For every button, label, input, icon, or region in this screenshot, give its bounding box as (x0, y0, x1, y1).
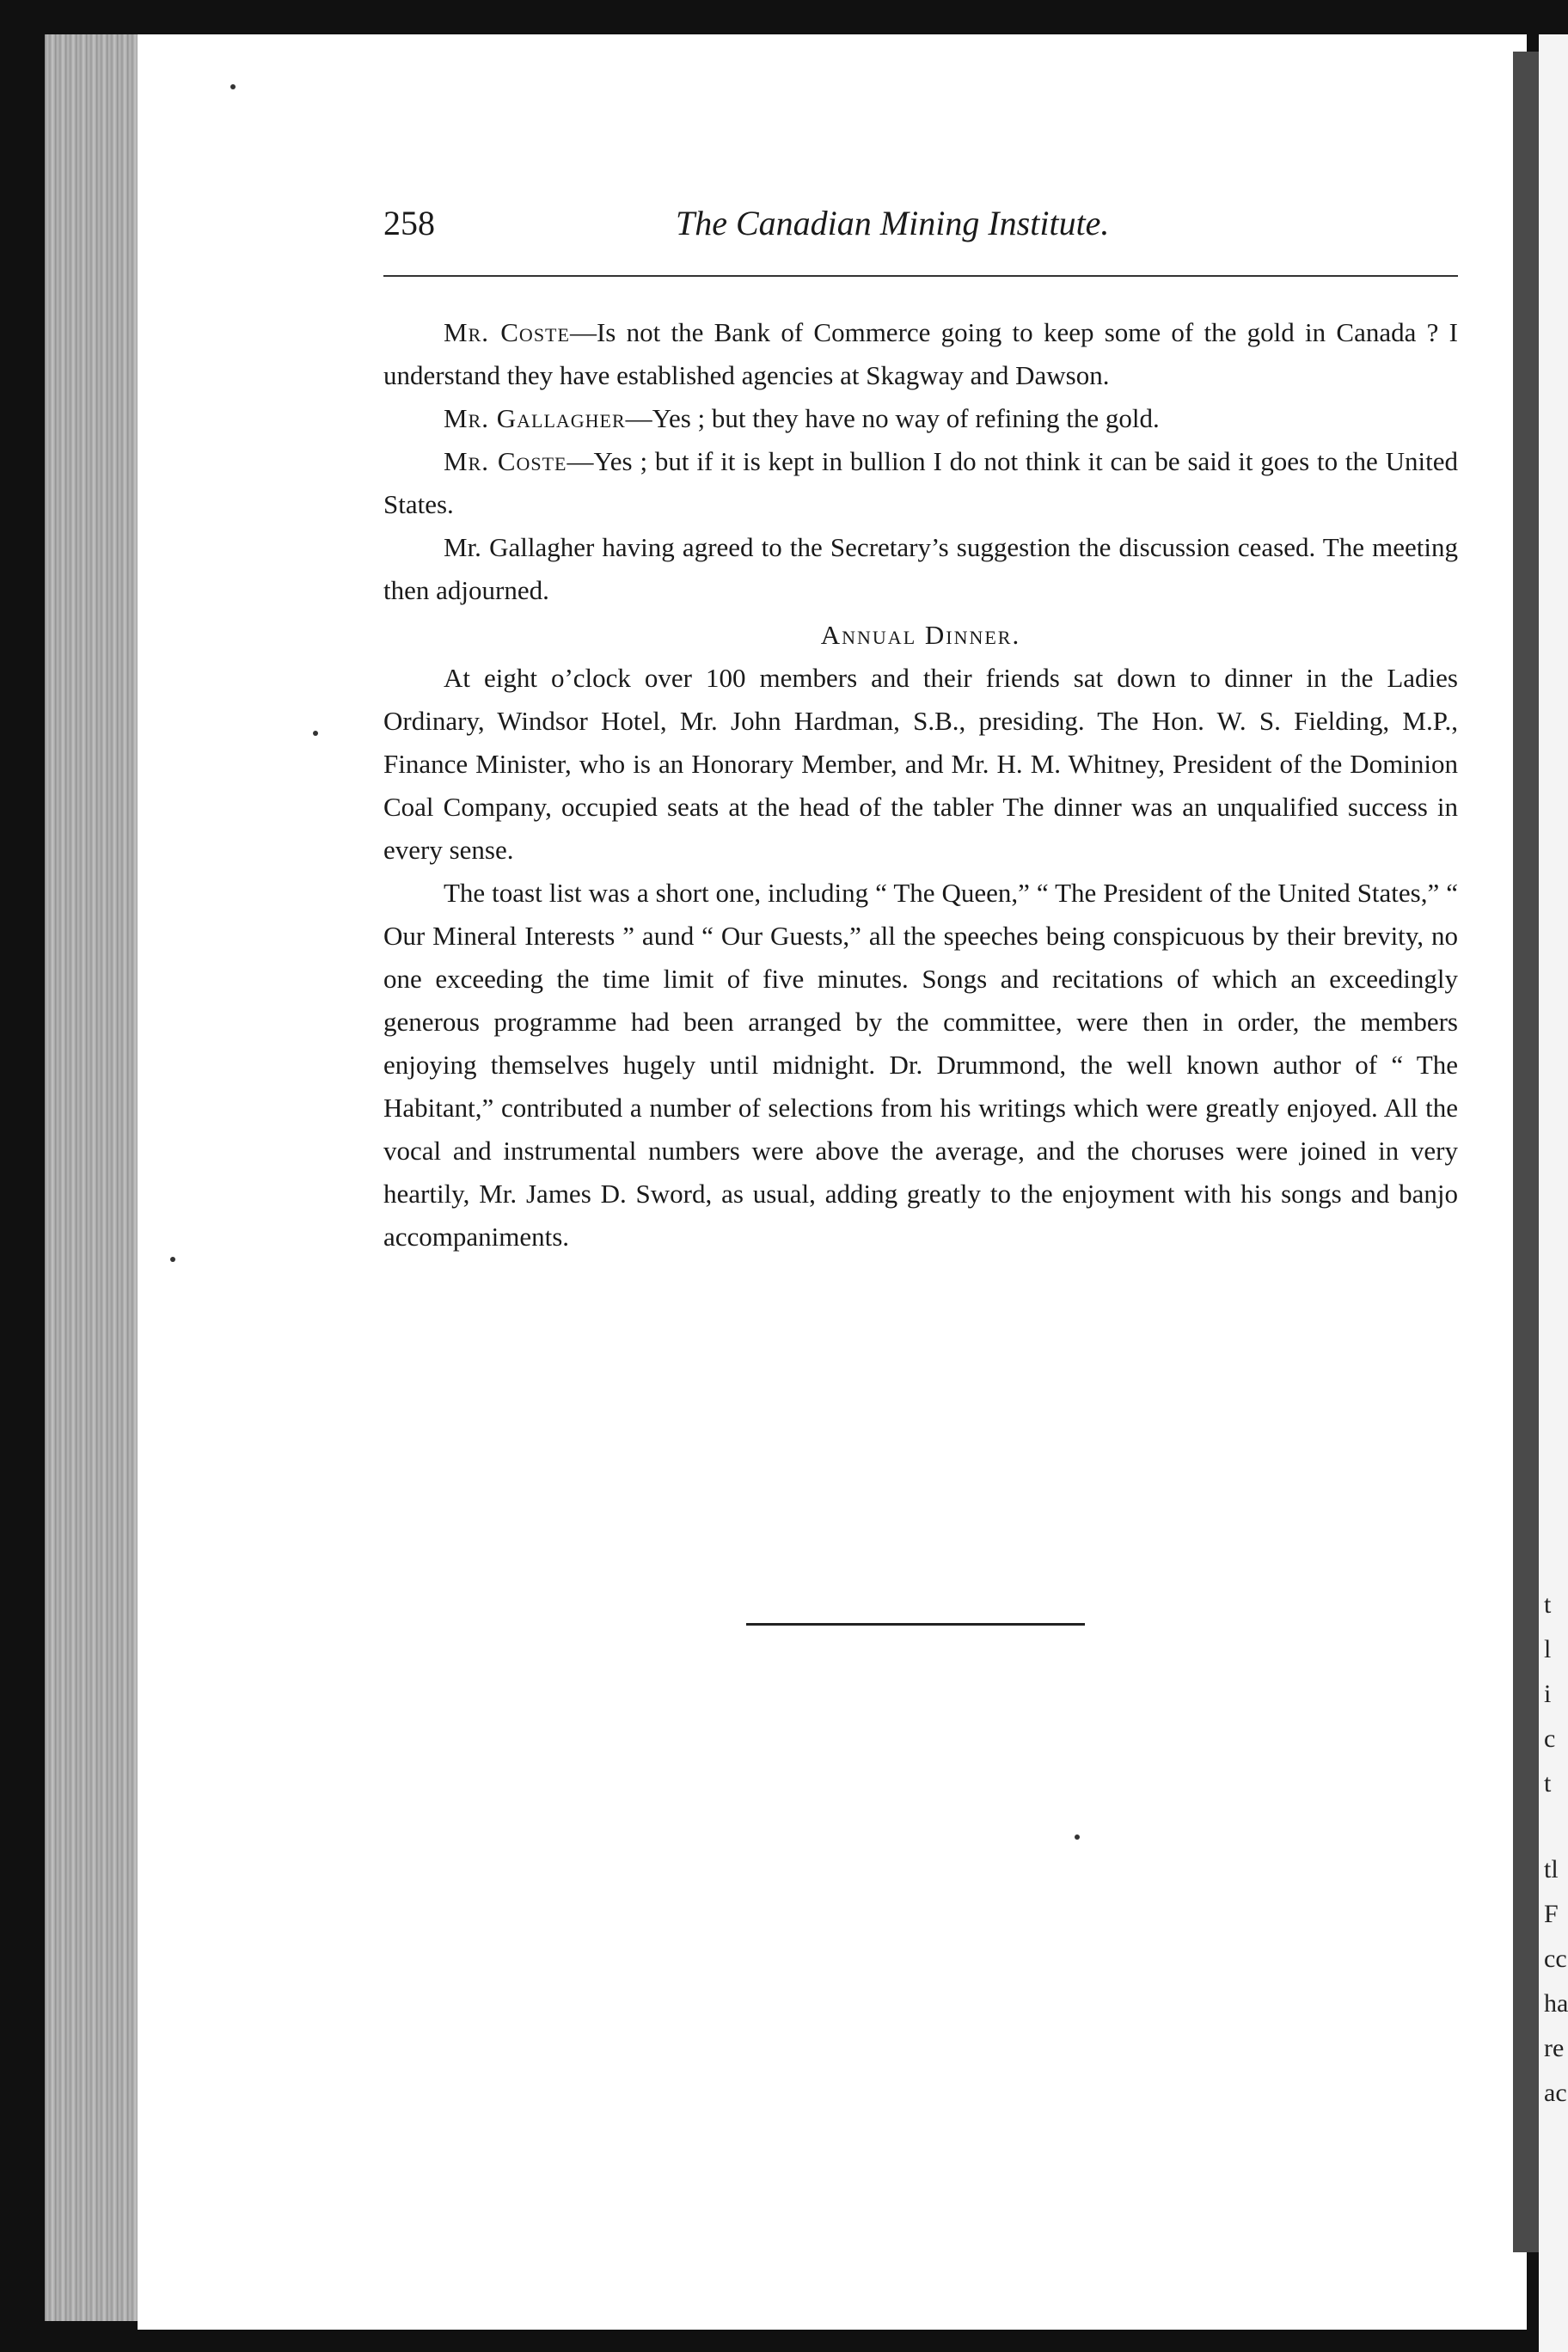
book-spine-edge (45, 34, 139, 2321)
speaker-name: Mr. Coste (444, 317, 570, 347)
dust-speck (230, 84, 236, 89)
paragraph-text: —Is not the Bank of Commerce going to keep some of the gold in Canada ? I understand they have established agencies at Skagway and Dawson. (383, 317, 1458, 390)
speaker-name: Mr. Gallagher (444, 403, 626, 433)
adjacent-page-fragment: re (1544, 2034, 1565, 2062)
adjacent-page-fragment: ac (1544, 2079, 1567, 2107)
adjacent-page-fragment: l (1544, 1635, 1552, 1663)
dust-speck (313, 731, 318, 736)
page-header (383, 203, 1458, 254)
closing-paragraph (383, 526, 1458, 612)
body-text (383, 311, 1458, 1259)
page-gutter-shadow (1513, 52, 1539, 2252)
speaker-name: Mr. Coste (444, 446, 567, 476)
adjacent-page-fragment: ha (1544, 1989, 1568, 2018)
paragraph-text: —Yes ; but they have no way of refining the gold. (625, 403, 1160, 433)
paragraph-text: Mr. Gallagher having agreed to the Secretary’s suggestion the discussion ceased. The meeting then adjourned. (383, 532, 1458, 605)
dialogue-paragraph (383, 440, 1458, 526)
adjacent-page-fragment: t (1544, 1769, 1552, 1798)
end-rule (746, 1623, 1085, 1626)
adjacent-page-fragment: F (1544, 1900, 1559, 1928)
adjacent-page-fragment: cc (1544, 1945, 1567, 1973)
dinner-paragraph: At eight o’clock over 100 members and their friends sat down to dinner in the Ladies Ordinary, Windsor Hotel, Mr. John Hardman, S.B., presiding. The Hon. W. S. Fielding, M.P., Finance Minister, who is an Honorary Member, and Mr. H. M. Whitney, President of the Dominion Coal Company, occupied seats at the head of the tabler The dinner was an unqualified success in every sense. (383, 663, 1458, 865)
adjacent-page-fragment: i (1544, 1680, 1552, 1708)
running-title: The Canadian Mining Institute. (676, 204, 1110, 242)
paragraph-text: —Yes ; but if it is kept in bullion I do not think it can be said it goes to the United States. (383, 446, 1458, 519)
page-number: 258 (383, 204, 435, 242)
adjacent-page-edge (1539, 34, 1568, 2352)
header-rule (383, 275, 1458, 277)
adjacent-page-fragment: tl (1544, 1855, 1559, 1883)
section-heading: Annual Dinner. (820, 620, 1021, 650)
dust-speck (170, 1257, 175, 1262)
dialogue-paragraph (383, 397, 1458, 440)
dialogue-paragraph (383, 311, 1458, 397)
dinner-paragraph: The toast list was a short one, including “ The Queen,” “ The President of the United States,” “ Our Mineral Interests ” aund “ Our Guests,” all the speeches being conspicuous by their brevity, no one exceeding the time limit of five minutes. Songs and recitations of which an exceedingly generous programme had been arranged by the committee, were then in order, the members enjoying themselves hugely until midnight. Dr. Drummond, the well known author of “ The Habitant,” contributed a number of selections from his writings which were greatly enjoyed. All the vocal and instrumental numbers were above the average, and the choruses were joined in very heartily, Mr. James D. Sword, as usual, adding greatly to the enjoyment with his songs and banjo accompaniments. (383, 878, 1458, 1252)
dust-speck (1075, 1834, 1080, 1840)
adjacent-page-fragment: c (1544, 1724, 1556, 1753)
adjacent-page-fragment: t (1544, 1590, 1552, 1619)
